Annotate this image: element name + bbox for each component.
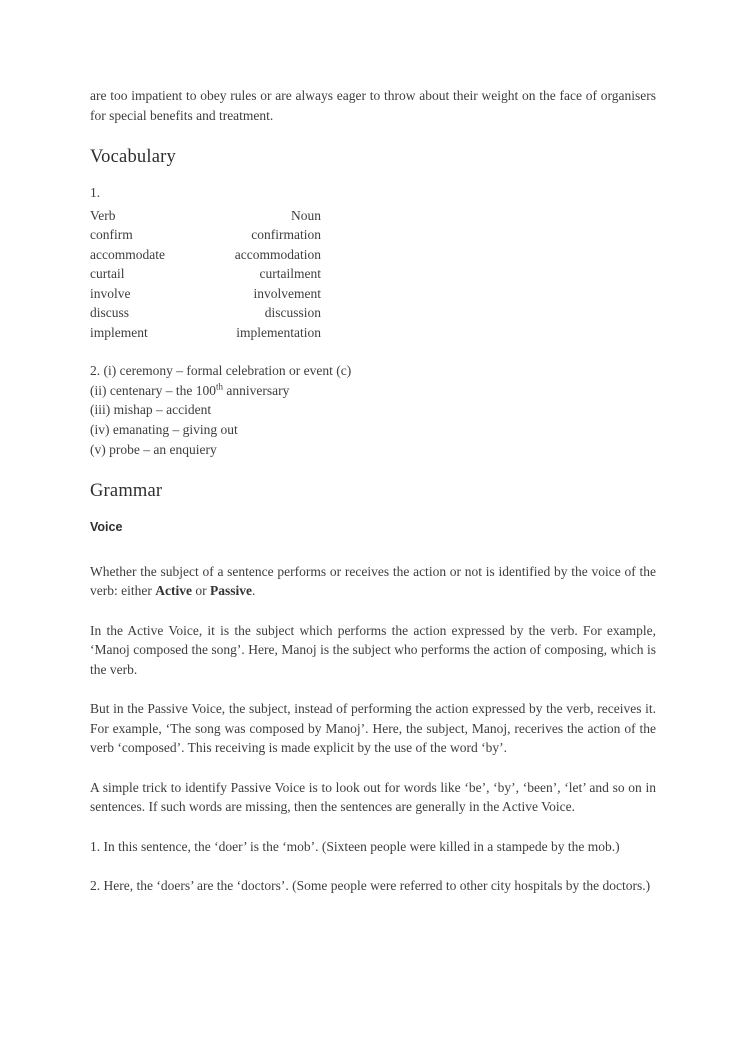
- table-header-row: [90, 206, 321, 226]
- ordinal-superscript: th: [215, 381, 223, 392]
- noun-cell: discussion: [264, 305, 321, 320]
- verb-cell: implement: [90, 324, 148, 340]
- noun-cell: confirmation: [251, 227, 321, 242]
- noun-cell: involvement: [253, 285, 321, 301]
- bold-active: Active: [155, 583, 192, 599]
- exercise1-number: 1.: [90, 185, 101, 200]
- grammar-heading: Grammar: [90, 480, 163, 501]
- example-sentence-2: 2. Here, the ‘doers’ are the ‘doctors’. (Some people were referred to other city hospitals by the doctors.): [90, 878, 651, 894]
- verb-noun-table: [90, 206, 321, 343]
- table-row: [90, 303, 321, 323]
- vocabulary-heading: Vocabulary: [90, 147, 176, 167]
- definition-line-2: [90, 381, 656, 401]
- definition-line-2-post: anniversary: [222, 382, 290, 398]
- verb-cell: curtail: [90, 266, 125, 281]
- paragraph-voice-definition: [90, 562, 656, 601]
- bold-passive: Passive: [209, 583, 252, 599]
- voice-subheading: Voice: [90, 519, 123, 534]
- voice-definition-mid: or: [191, 583, 210, 599]
- verb-cell: confirm: [90, 227, 133, 242]
- table-row: [90, 225, 321, 245]
- voice-definition-post: .: [251, 583, 256, 599]
- table-row: [90, 323, 321, 343]
- noun-cell: implementation: [236, 324, 321, 340]
- verb-cell: discuss: [90, 305, 130, 320]
- column-header-noun: Noun: [291, 207, 321, 223]
- definition-line-2-pre: (ii) centenary – the 100: [90, 382, 216, 398]
- definition-line-3: (iii) mishap – accident: [90, 402, 212, 418]
- verb-cell: involve: [90, 285, 131, 301]
- table-row: [90, 284, 321, 304]
- paragraph-identify-trick: A simple trick to identify Passive Voice is to look out for words like ‘be’, ‘by’, ‘been’, ‘let’ and so on in sentences. If such words are missing, then the sentences are generally in the Active Voice.: [90, 779, 656, 815]
- column-header-verb: Verb: [90, 207, 116, 223]
- example-sentence-1: 1. In this sentence, the ‘doer’ is the ‘mob’. (Sixteen people were killed in a stampede by the mob.): [90, 838, 620, 854]
- noun-cell: curtailment: [259, 266, 321, 281]
- verb-cell: accommodate: [90, 246, 165, 262]
- table-row: [90, 245, 321, 265]
- paragraph-passive-voice: But in the Passive Voice, the subject, instead of performing the action expressed by the verb, receives it. For example, ‘The song was composed by Manoj’. Here, the subject, Manoj, recerives the action of the verb ‘composed’. This receiving is made explicit by the use of the word ‘by’.: [90, 701, 656, 756]
- definition-line-4: (iv) emanating – giving out: [90, 422, 238, 438]
- paragraph-active-voice: In the Active Voice, it is the subject which performs the action expressed by the verb. For example, ‘Manoj composed the song’. Here, Manoj is the subject who performs the action of composing, which is the verb.: [90, 622, 656, 677]
- table-row: [90, 264, 321, 284]
- intro-paragraph: are too impatient to obey rules or are always eager to throw about their weight on the face of organisers for special benefits and treatment.: [90, 88, 656, 123]
- exercise2-definitions: [90, 361, 656, 460]
- definition-line-1: 2. (i) ceremony – formal celebration or event (c): [90, 363, 352, 378]
- voice-definition-pre: Whether the subject of a sentence performs or receives the action or not is identified by the voice of the verb: either: [90, 563, 656, 599]
- definition-line-5: (v) probe – an enquiery: [90, 441, 217, 457]
- noun-cell: accommodation: [234, 246, 321, 262]
